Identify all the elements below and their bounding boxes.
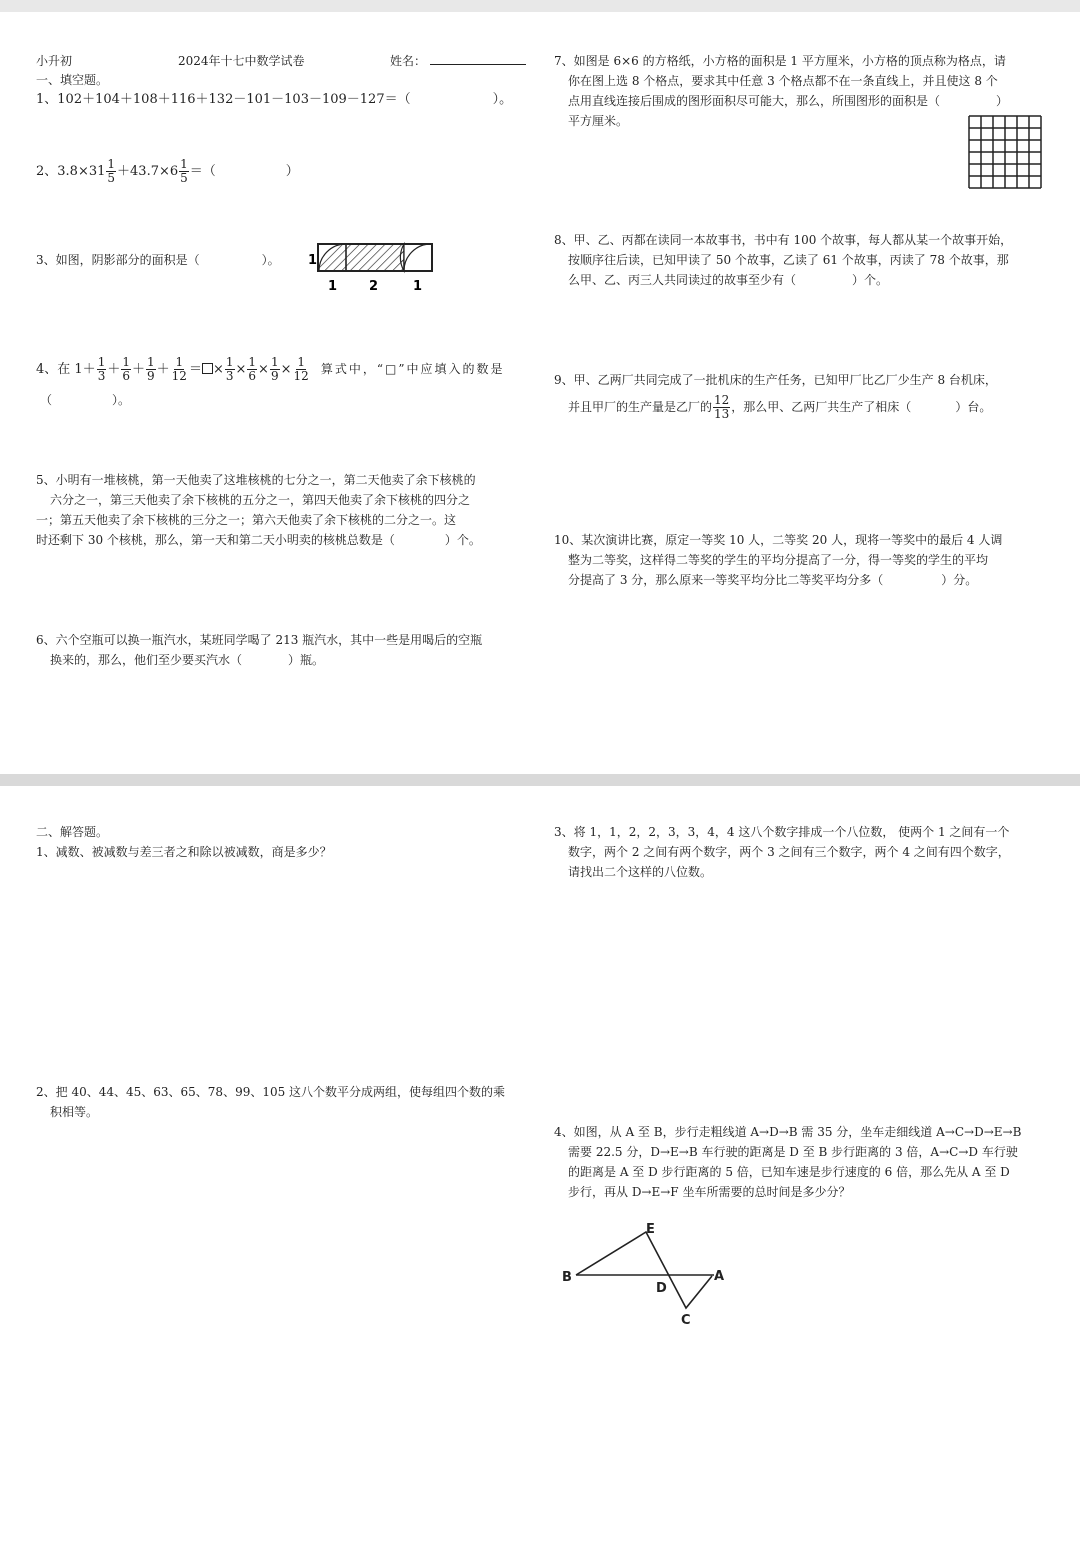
section2-title: 二、解答题。 xyxy=(36,825,109,839)
point-label-D: D xyxy=(656,1281,667,1296)
question-2-4-line-4: 步行，再从 D→E→F 坐车所需要的总时间是多少分？ xyxy=(568,1185,851,1199)
question-1-8-line-2: 按顺序往后读，已知甲读了 50 个故事，乙读了 61 个故事，丙读了 78 个故事，那 xyxy=(568,253,1009,267)
question-1-5-line-2: 六分之一，第三天他卖了余下核桃的五分之一，第四天他卖了余下核桃的四分之 xyxy=(50,493,471,507)
question-2-3-line-1: 3、将 1，1，2，2，3，3，4，4 这八个数字排成一个八位数， 使两个 1 之间有一个 xyxy=(554,825,1010,839)
question-1-6-line-2: 换来的，那么，他们至少要买汽水（ ）瓶。 xyxy=(50,653,325,667)
figure-label-bottom-2: 2 xyxy=(369,279,379,294)
shaded-area-figure xyxy=(306,238,438,296)
question-2-4-line-2: 需要 22.5 分，D→E→B 车行驶的距离是 D 至 B 步行距离的 3 倍，A→C→D 车行驶 xyxy=(568,1145,1018,1159)
point-label-C: C xyxy=(681,1313,691,1326)
point-label-A: A xyxy=(714,1269,725,1284)
question-2-2-line-1: 2、把 40、44、45、63、65、78、99、105 这八个数平分成两组，使每组四个数的乘 xyxy=(36,1085,506,1099)
question-1-5-line-4: 时还剩下 30 个核桃，那么，第一天和第二天小明卖的核桃总数是（ ）个。 xyxy=(36,533,481,547)
exam-page-1 xyxy=(0,12,1080,774)
question-1-3: 3、如图，阴影部分的面积是（ ）。 xyxy=(36,253,280,267)
figure-label-bottom-1: 1 xyxy=(328,279,338,294)
question-2-1: 1、减数、被减数与差三者之和除以被减数，商是多少？ xyxy=(36,845,332,859)
top-margin xyxy=(0,0,1080,12)
point-label-B: B xyxy=(562,1270,572,1285)
question-1-5-line-3: 一；第五天他卖了余下核桃的三分之一；第六天他卖了余下核桃的二分之一。这 xyxy=(36,513,457,527)
question-1-7-line-2: 你在图上选 8 个格点，要求其中任意 3 个格点都不在一条直线上，并且使这 8 个 xyxy=(568,74,998,88)
figure-label-bottom-3: 1 xyxy=(413,279,423,294)
page-separator xyxy=(0,774,1080,786)
name-field[interactable] xyxy=(430,64,526,65)
question-1-10-line-3: 分提高了 3 分，那么原来一等奖平均分比二等奖平均分多（ ）分。 xyxy=(568,573,978,587)
grid-figure-6x6 xyxy=(968,115,1042,189)
question-2-3-line-2: 数字，两个 2 之间有两个数字，两个 3 之间有三个数字，两个 4 之间有四个数字， xyxy=(568,845,1010,859)
question-1-9-line-1: 9、甲、乙两厂共同完成了一批机床的生产任务，已知甲厂比乙厂少生产 8 台机床， xyxy=(554,373,997,387)
question-1-9-line-2: 并且甲厂的生产量是乙厂的 $\frac{12}{13}$ ，那么甲、乙两厂共生产了相床（ ）台。 xyxy=(568,393,992,421)
answer-box xyxy=(202,363,213,374)
question-2-4-line-1: 4、如图，从 A 至 B，步行走粗线道 A→D→B 需 35 分，坐车走细线道 A→C→D→E→B xyxy=(554,1125,1022,1139)
exam-page-2 xyxy=(0,786,1080,1542)
question-2-4-line-3: 的距离是 A 至 D 步行距离的 5 倍，已知车速是步行速度的 6 倍，那么先从 A 至 D xyxy=(568,1165,1010,1179)
question-1-4: 4、在 1＋ $\frac{1}{3}$ ＋ $\frac{1}{6}$ ＋ $\frac{1}{9}$ ＋ $\frac{1}{12}$ ＝ × $\frac{1}{3}$ × $\frac{1}{6}$ × $\frac{1}{9}$ × $\frac{1}{12}$ 算式中，“□”中应填入的数是 xyxy=(36,355,505,383)
question-1-10-line-2: 整为二等奖，这样得二等奖的学生的平均分提高了一分，得一等奖的学生的平均 xyxy=(568,553,989,567)
route-figure xyxy=(556,1216,736,1326)
question-2-3-line-3: 请找出二个这样的八位数。 xyxy=(568,865,713,879)
header-level: 小升初 xyxy=(36,54,73,68)
question-1-10-line-1: 10、某次演讲比赛，原定一等奖 10 人，二等奖 20 人，现将一等奖中的最后 4 人调 xyxy=(554,533,1003,547)
question-1-7-line-1: 7、如图是 6×6 的方格纸，小方格的面积是 1 平方厘米，小方格的顶点称为格点，请 xyxy=(554,54,1006,68)
question-1-8-line-1: 8、甲、乙、丙都在读同一本故事书，书中有 100 个故事，每人都从某一个故事开始， xyxy=(554,233,1013,247)
question-1-6-line-1: 6、六个空瓶可以换一瓶汽水，某班同学喝了 213 瓶汽水，其中一些是用喝后的空瓶 xyxy=(36,633,483,647)
exam-title: 2024年十七中数学试卷 xyxy=(178,54,305,68)
thin-path-line xyxy=(576,1232,712,1308)
question-1-4-blank: （ ）。 xyxy=(40,393,131,407)
question-2-2-line-2: 积相等。 xyxy=(50,1105,99,1119)
question-1-8-line-3: 么甲、乙、丙三人共同读过的故事至少有（ ）个。 xyxy=(568,273,889,287)
question-1-1: 1、102＋104＋108＋116＋132－101－103－109－127＝（ ）。 xyxy=(36,92,513,107)
section1-title: 一、填空题。 xyxy=(36,73,109,87)
name-label: 姓名： xyxy=(390,54,427,68)
question-1-7-line-3: 点用直线连接后围成的图形面积尽可能大，那么，所围图形的面积是（ ） xyxy=(568,94,1009,108)
point-label-E: E xyxy=(646,1222,655,1237)
question-1-2: 2、3.8×31 $\frac{1}{5}$ ＋43.7×6 $\frac{1}{5}$ ＝（ ） xyxy=(36,157,299,185)
question-1-5-line-1: 5、小明有一堆核桃，第一天他卖了这堆核桃的七分之一，第二天他卖了余下核桃的 xyxy=(36,473,476,487)
figure-label-left: 1 xyxy=(308,253,318,268)
question-1-7-line-4: 平方厘米。 xyxy=(568,114,629,128)
